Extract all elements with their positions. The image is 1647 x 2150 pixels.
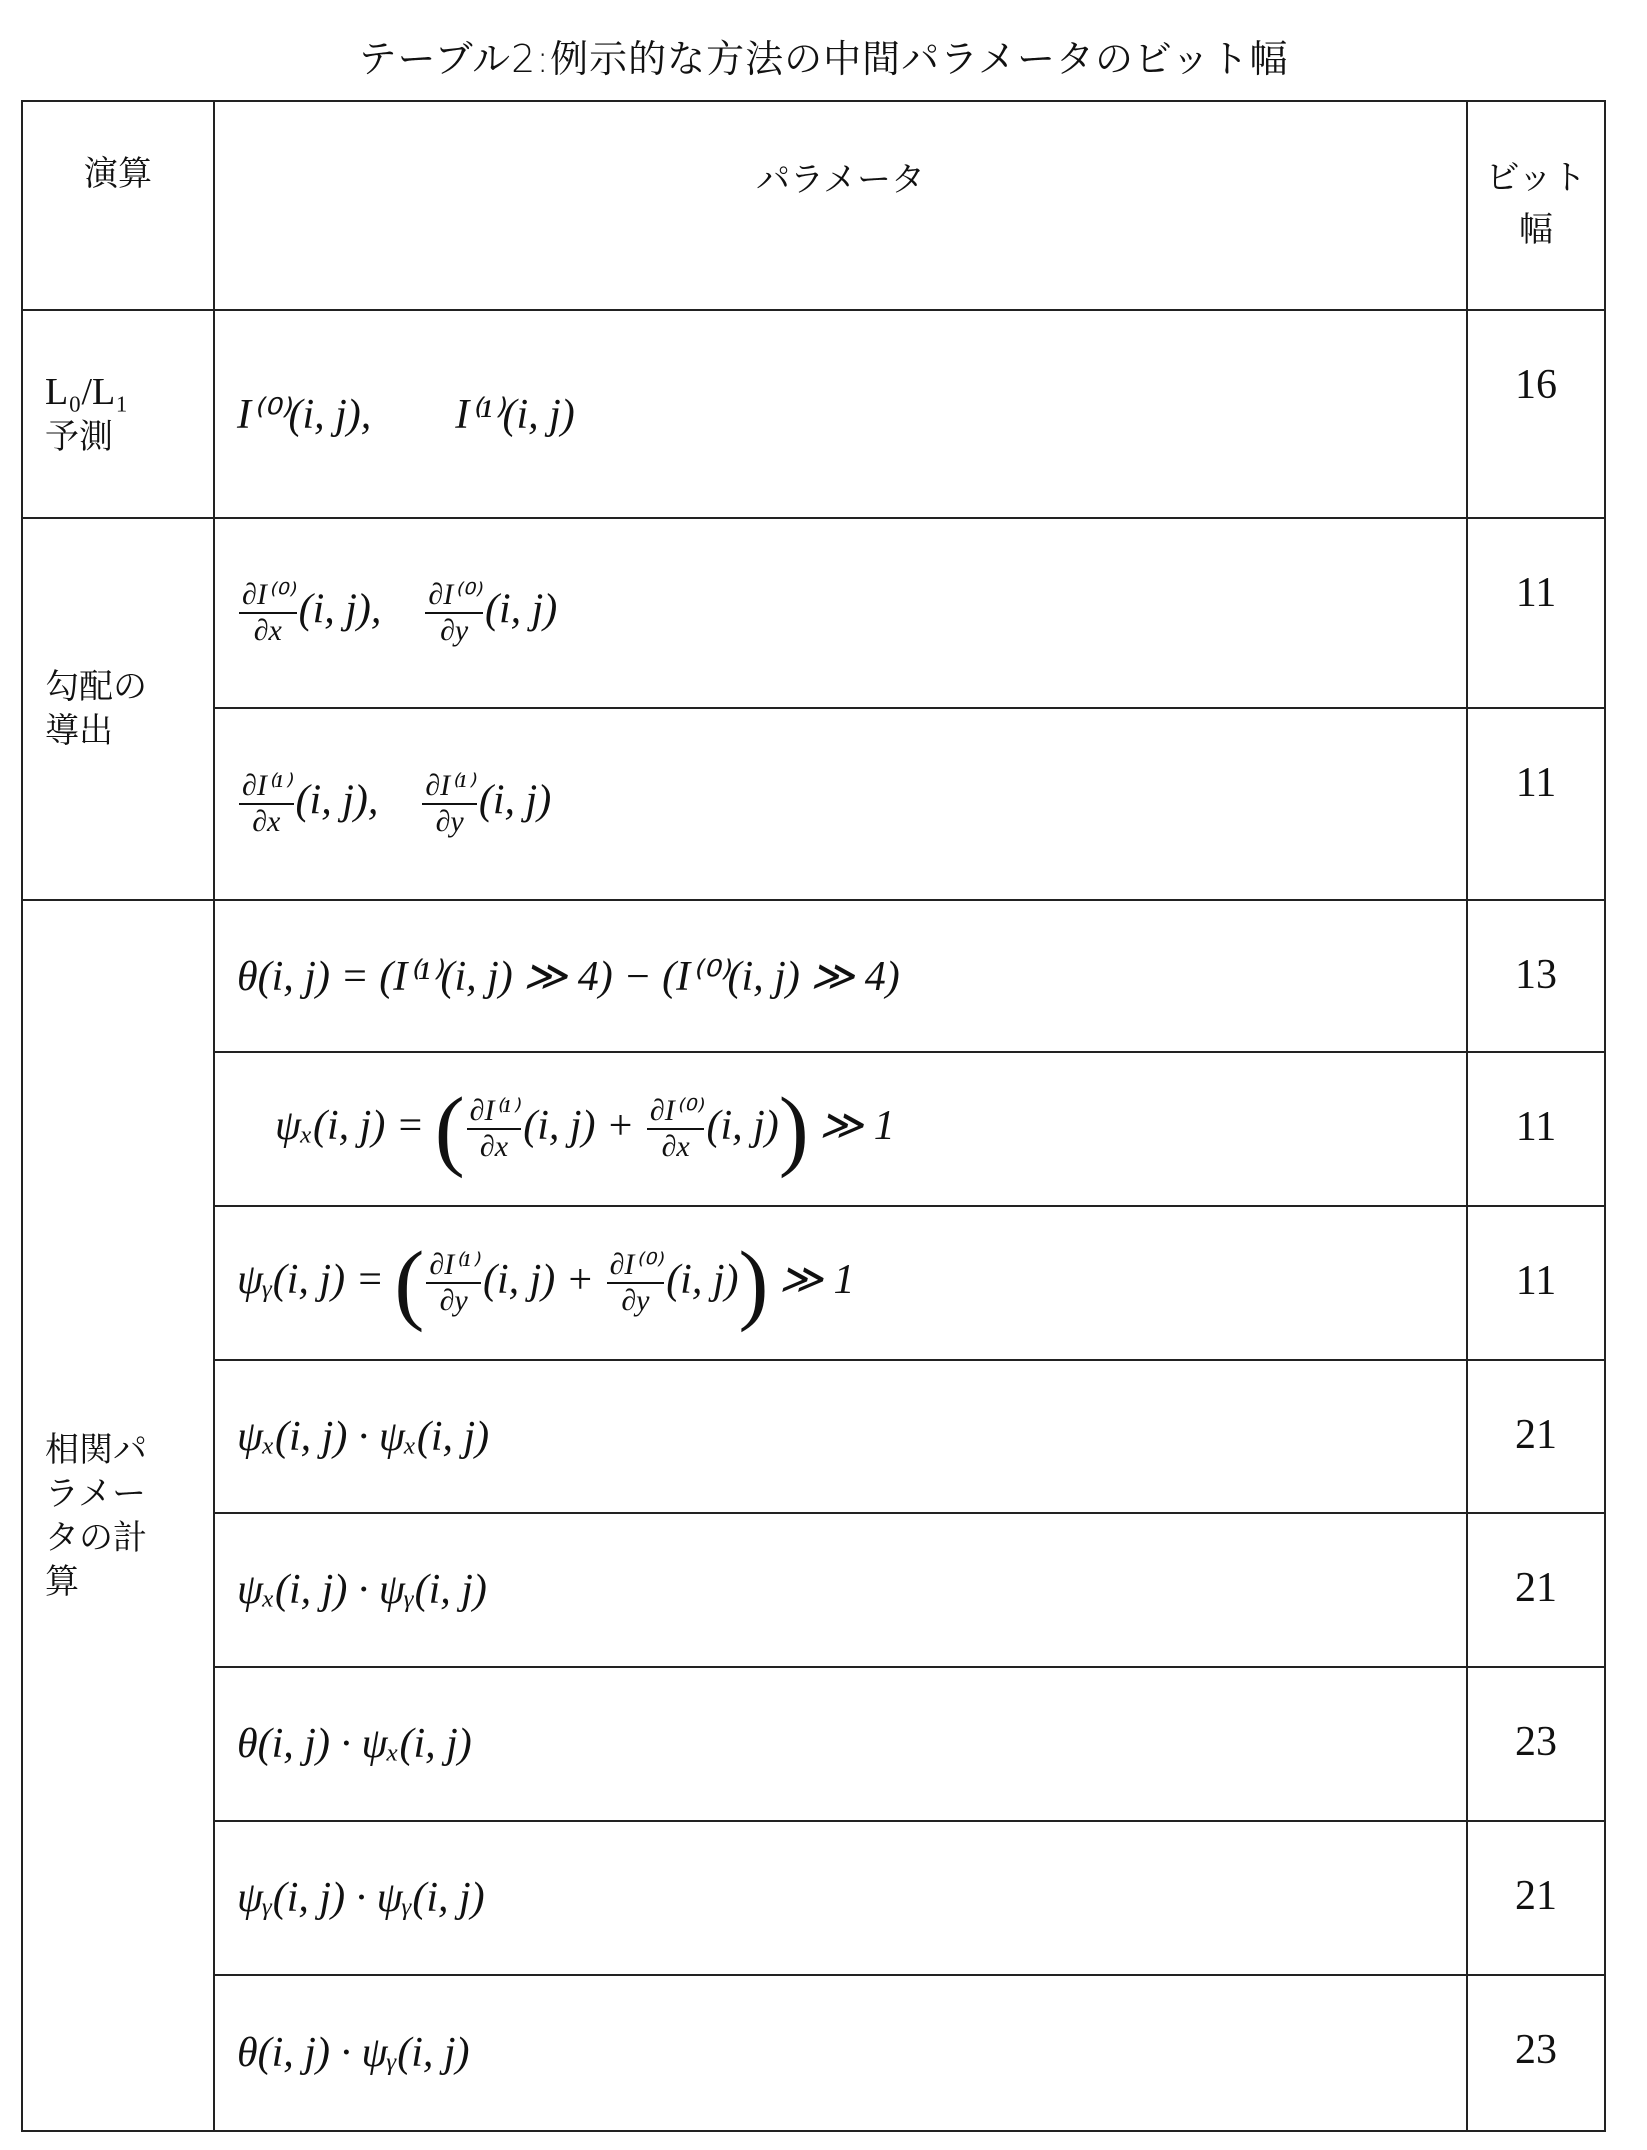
table-row — [22, 310, 1605, 518]
group-prediction — [22, 310, 214, 518]
group-line: 算 — [45, 1562, 79, 1602]
param-expr: ψₓ(i, j) · ψₓ(i, j) — [237, 1414, 489, 1460]
table-row — [22, 1821, 1605, 1975]
param-expr: θ(i, j) = (I⁽¹⁾(i, j) ≫ 4) − (I⁽⁰⁾(i, j) ≫ 4) — [237, 954, 900, 1000]
bitwidth-cell: 11 — [1467, 518, 1605, 708]
table-row — [22, 1513, 1605, 1667]
fraction: ∂I⁽¹⁾ ∂y — [426, 1248, 481, 1318]
bitwidth-cell: 23 — [1467, 1667, 1605, 1821]
group-gradient — [22, 518, 214, 900]
parameter-cell — [214, 1667, 1467, 1821]
group-line: 勾配の — [45, 667, 147, 707]
fraction: ∂I⁽⁰⁾ ∂y — [425, 578, 483, 648]
parameter-cell — [214, 310, 1467, 518]
parameter-cell — [214, 1360, 1467, 1513]
parameter-cell: ∂I⁽¹⁾ ∂x (i, j), ∂I⁽¹⁾ ∂y (i, j) — [214, 708, 1467, 900]
fraction: ∂I⁽¹⁾ ∂x — [239, 769, 294, 839]
parameter-cell — [214, 1821, 1467, 1975]
fraction: ∂I⁽¹⁾ ∂y — [422, 769, 477, 839]
group-line: 相関パ — [45, 1430, 147, 1470]
group-line: タの計 — [45, 1518, 147, 1558]
table-row — [22, 1052, 1605, 1206]
header-parameter: パラメータ — [214, 101, 1467, 310]
param-expr: I⁽⁰⁾(i, j), — [237, 392, 371, 438]
parameter-cell — [214, 1975, 1467, 2131]
param-expr: ψᵧ(i, j) · ψᵧ(i, j) — [237, 1875, 485, 1921]
fraction: ∂I⁽⁰⁾ ∂x — [647, 1094, 705, 1164]
bitwidth-table — [21, 100, 1606, 2132]
table-row — [22, 708, 1605, 900]
bitwidth-cell: 11 — [1467, 708, 1605, 900]
param-expr: θ(i, j) · ψₓ(i, j) — [237, 1721, 472, 1767]
table-row — [22, 1975, 1605, 2131]
group-line: ラメー — [45, 1474, 146, 1514]
group-line: L₀/L₁ — [45, 371, 128, 413]
group-line: 導出 — [45, 711, 113, 751]
bitwidth-cell: 23 — [1467, 1975, 1605, 2131]
table-row — [22, 518, 1605, 708]
param-expr: I⁽¹⁾(i, j) — [455, 392, 575, 438]
bitwidth-cell: 11 — [1467, 1052, 1605, 1206]
param-expr: θ(i, j) · ψᵧ(i, j) — [237, 2030, 470, 2076]
table-title: テーブル2:例示的な方法の中間パラメータのビット幅 — [0, 28, 1647, 83]
table-row — [22, 900, 1605, 1052]
group-correlation — [22, 900, 214, 2131]
parameter-cell: ψᵧ(i, j) = ( ∂I⁽¹⁾ ∂y (i, j) + ∂I⁽⁰⁾ ∂y (i, j)) ≫ 1 — [214, 1206, 1467, 1360]
parameter-cell: ∂I⁽⁰⁾ ∂x (i, j), ∂I⁽⁰⁾ ∂y (i, j) — [214, 518, 1467, 708]
bitwidth-cell: 16 — [1467, 310, 1605, 518]
header-bitwidth — [1467, 101, 1605, 310]
bitwidth-cell: 21 — [1467, 1360, 1605, 1513]
fraction: ∂I⁽⁰⁾ ∂x — [239, 578, 297, 648]
param-expr: ψₓ(i, j) · ψᵧ(i, j) — [237, 1567, 487, 1613]
group-line: 予測 — [45, 417, 113, 457]
header-operation: 演算 — [22, 101, 214, 310]
fraction: ∂I⁽⁰⁾ ∂y — [607, 1248, 665, 1318]
header-bitwidth-line1: ビット — [1486, 158, 1587, 198]
parameter-cell — [214, 1513, 1467, 1667]
parameter-cell: ψₓ(i, j) = ( ∂I⁽¹⁾ ∂x (i, j) + ∂I⁽⁰⁾ ∂x (i, j)) ≫ 1 — [214, 1052, 1467, 1206]
table-row — [22, 1360, 1605, 1513]
table-row — [22, 1206, 1605, 1360]
bitwidth-cell: 11 — [1467, 1206, 1605, 1360]
fraction: ∂I⁽¹⁾ ∂x — [467, 1094, 522, 1164]
parameter-cell — [214, 900, 1467, 1052]
table-row — [22, 1667, 1605, 1821]
bitwidth-cell: 21 — [1467, 1513, 1605, 1667]
header-row — [22, 101, 1605, 310]
header-bitwidth-line2: 幅 — [1519, 210, 1553, 250]
bitwidth-cell: 13 — [1467, 900, 1605, 1052]
bitwidth-cell: 21 — [1467, 1821, 1605, 1975]
